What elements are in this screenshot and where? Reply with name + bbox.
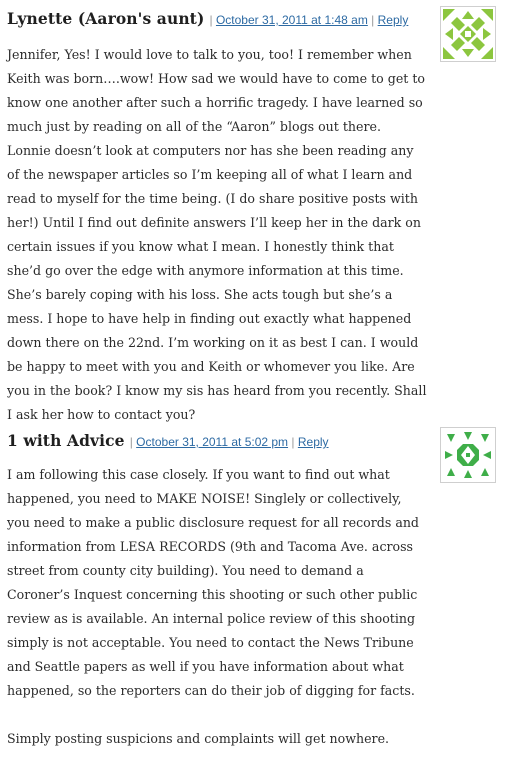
reply-link[interactable]: Reply — [297, 435, 329, 449]
comment-author: 1 with Advice — [7, 431, 125, 450]
comment-date-link[interactable]: October 31, 2011 at 5:02 pm — [136, 435, 289, 449]
comment-paragraph: Simply posting suspicions and complaints will get nowhere. — [7, 731, 390, 746]
meta-separator: | — [291, 435, 295, 449]
comment-paragraph: I am following this case closely. If you want to find out what happened, you need to MAKE NOISE! Singlely or collectively, you need to make a public disclosure request for all records and information from LESA RECORDS (9th and Tacoma Ave. across street from county city building). You need to demand a Coroner’s Inquest concerning this shooting or such other public review as is available. An internal police review of this shooting simply is not acceptable. You need to contact the News Tribune and Seattle papers as well if you have information about what happened, so the reporters can do their job of digging for facts. — [7, 467, 419, 698]
avatar — [440, 6, 496, 62]
identicon-icon — [443, 430, 493, 480]
meta-separator: | — [129, 435, 133, 449]
comment-paragraph: Jennifer, Yes! I would love to talk to you, too! I remember when Keith was born….wow! How sad we would have to come to get to know one another after such a horrific tragedy. I have learned so much just by reading on all of the “Aaron” blogs out there. Lonnie doesn’t look at computers nor has she been reading any of the newspaper articles so I’m keeping all of what I learn and read to myself for the time being. (I do share positive posts with her!) Until I find out definite answers I’ll keep her in the dark on certain issues if you know what I mean. I honestly think that she’d go over the edge with anymore information at this time. She’s barely coping with his loss. She acts tough but she’s a mess. I hope to have help in finding out exactly what happened down there on the 22nd. I’m working on it as best I can. I would be happy to meet with you and Keith or whomever you like. Are you in the book? I know my sis has heard from you recently. Shall I ask her how to contact you? — [7, 47, 427, 422]
comment-author: Lynette (Aaron's aunt) — [7, 9, 205, 28]
reply-link[interactable]: Reply — [377, 13, 409, 27]
identicon-icon — [443, 9, 493, 59]
meta-separator: | — [209, 13, 213, 27]
comment-meta — [209, 13, 408, 27]
comment-header — [7, 9, 408, 30]
meta-separator: | — [371, 13, 375, 27]
comment-header — [7, 431, 329, 452]
comment-date-link[interactable]: October 31, 2011 at 1:48 am — [215, 13, 368, 27]
comment-meta — [130, 435, 329, 449]
comment-body — [7, 43, 427, 451]
comment-body — [7, 463, 427, 775]
avatar — [440, 427, 496, 483]
